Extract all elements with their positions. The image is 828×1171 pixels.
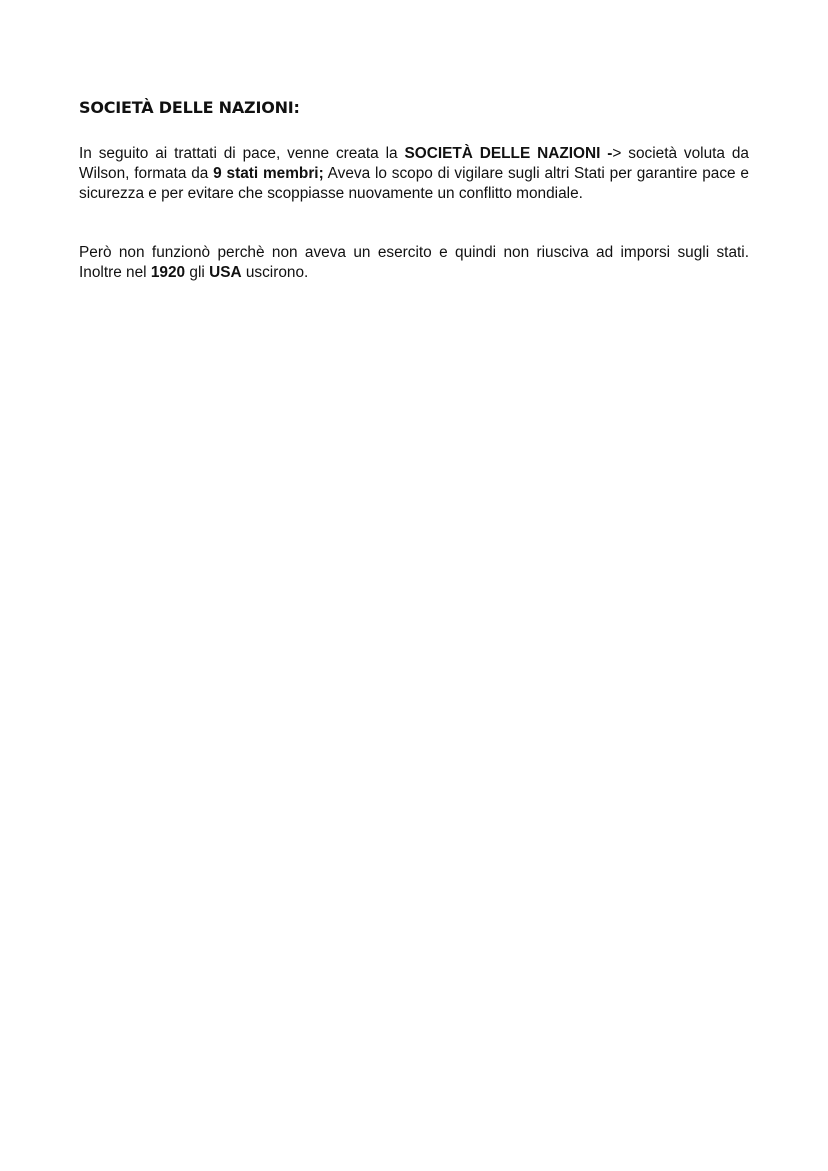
text-segment: uscirono.	[241, 264, 309, 281]
bold-member-count: 9 stati membri;	[213, 165, 324, 182]
bold-league-name: SOCIETÀ DELLE NAZIONI -	[404, 145, 613, 162]
text-segment: In seguito ai trattati di pace, venne creata la	[79, 145, 405, 162]
text-segment: > società voluta da Wilson, formata da	[79, 145, 749, 182]
text-segment: Aveva lo scopo di vigilare sugli altri Stati per garantire pace e sicurezza e per evitare che scoppiasse nuovamente un conflitto mondiale.	[79, 165, 749, 202]
bold-year: 1920	[150, 264, 186, 281]
text-segment: Però non funzionò perchè non aveva un esercito e quindi non riusciva ad imporsi sugli stati. Inoltre nel	[79, 244, 749, 281]
bold-country: USA	[209, 264, 242, 281]
paragraph-league-creation	[79, 144, 749, 204]
paragraph-league-failure	[79, 243, 749, 283]
text-segment: gli	[185, 264, 210, 281]
section-heading: SOCIETÀ DELLE NAZIONI:	[79, 98, 300, 117]
